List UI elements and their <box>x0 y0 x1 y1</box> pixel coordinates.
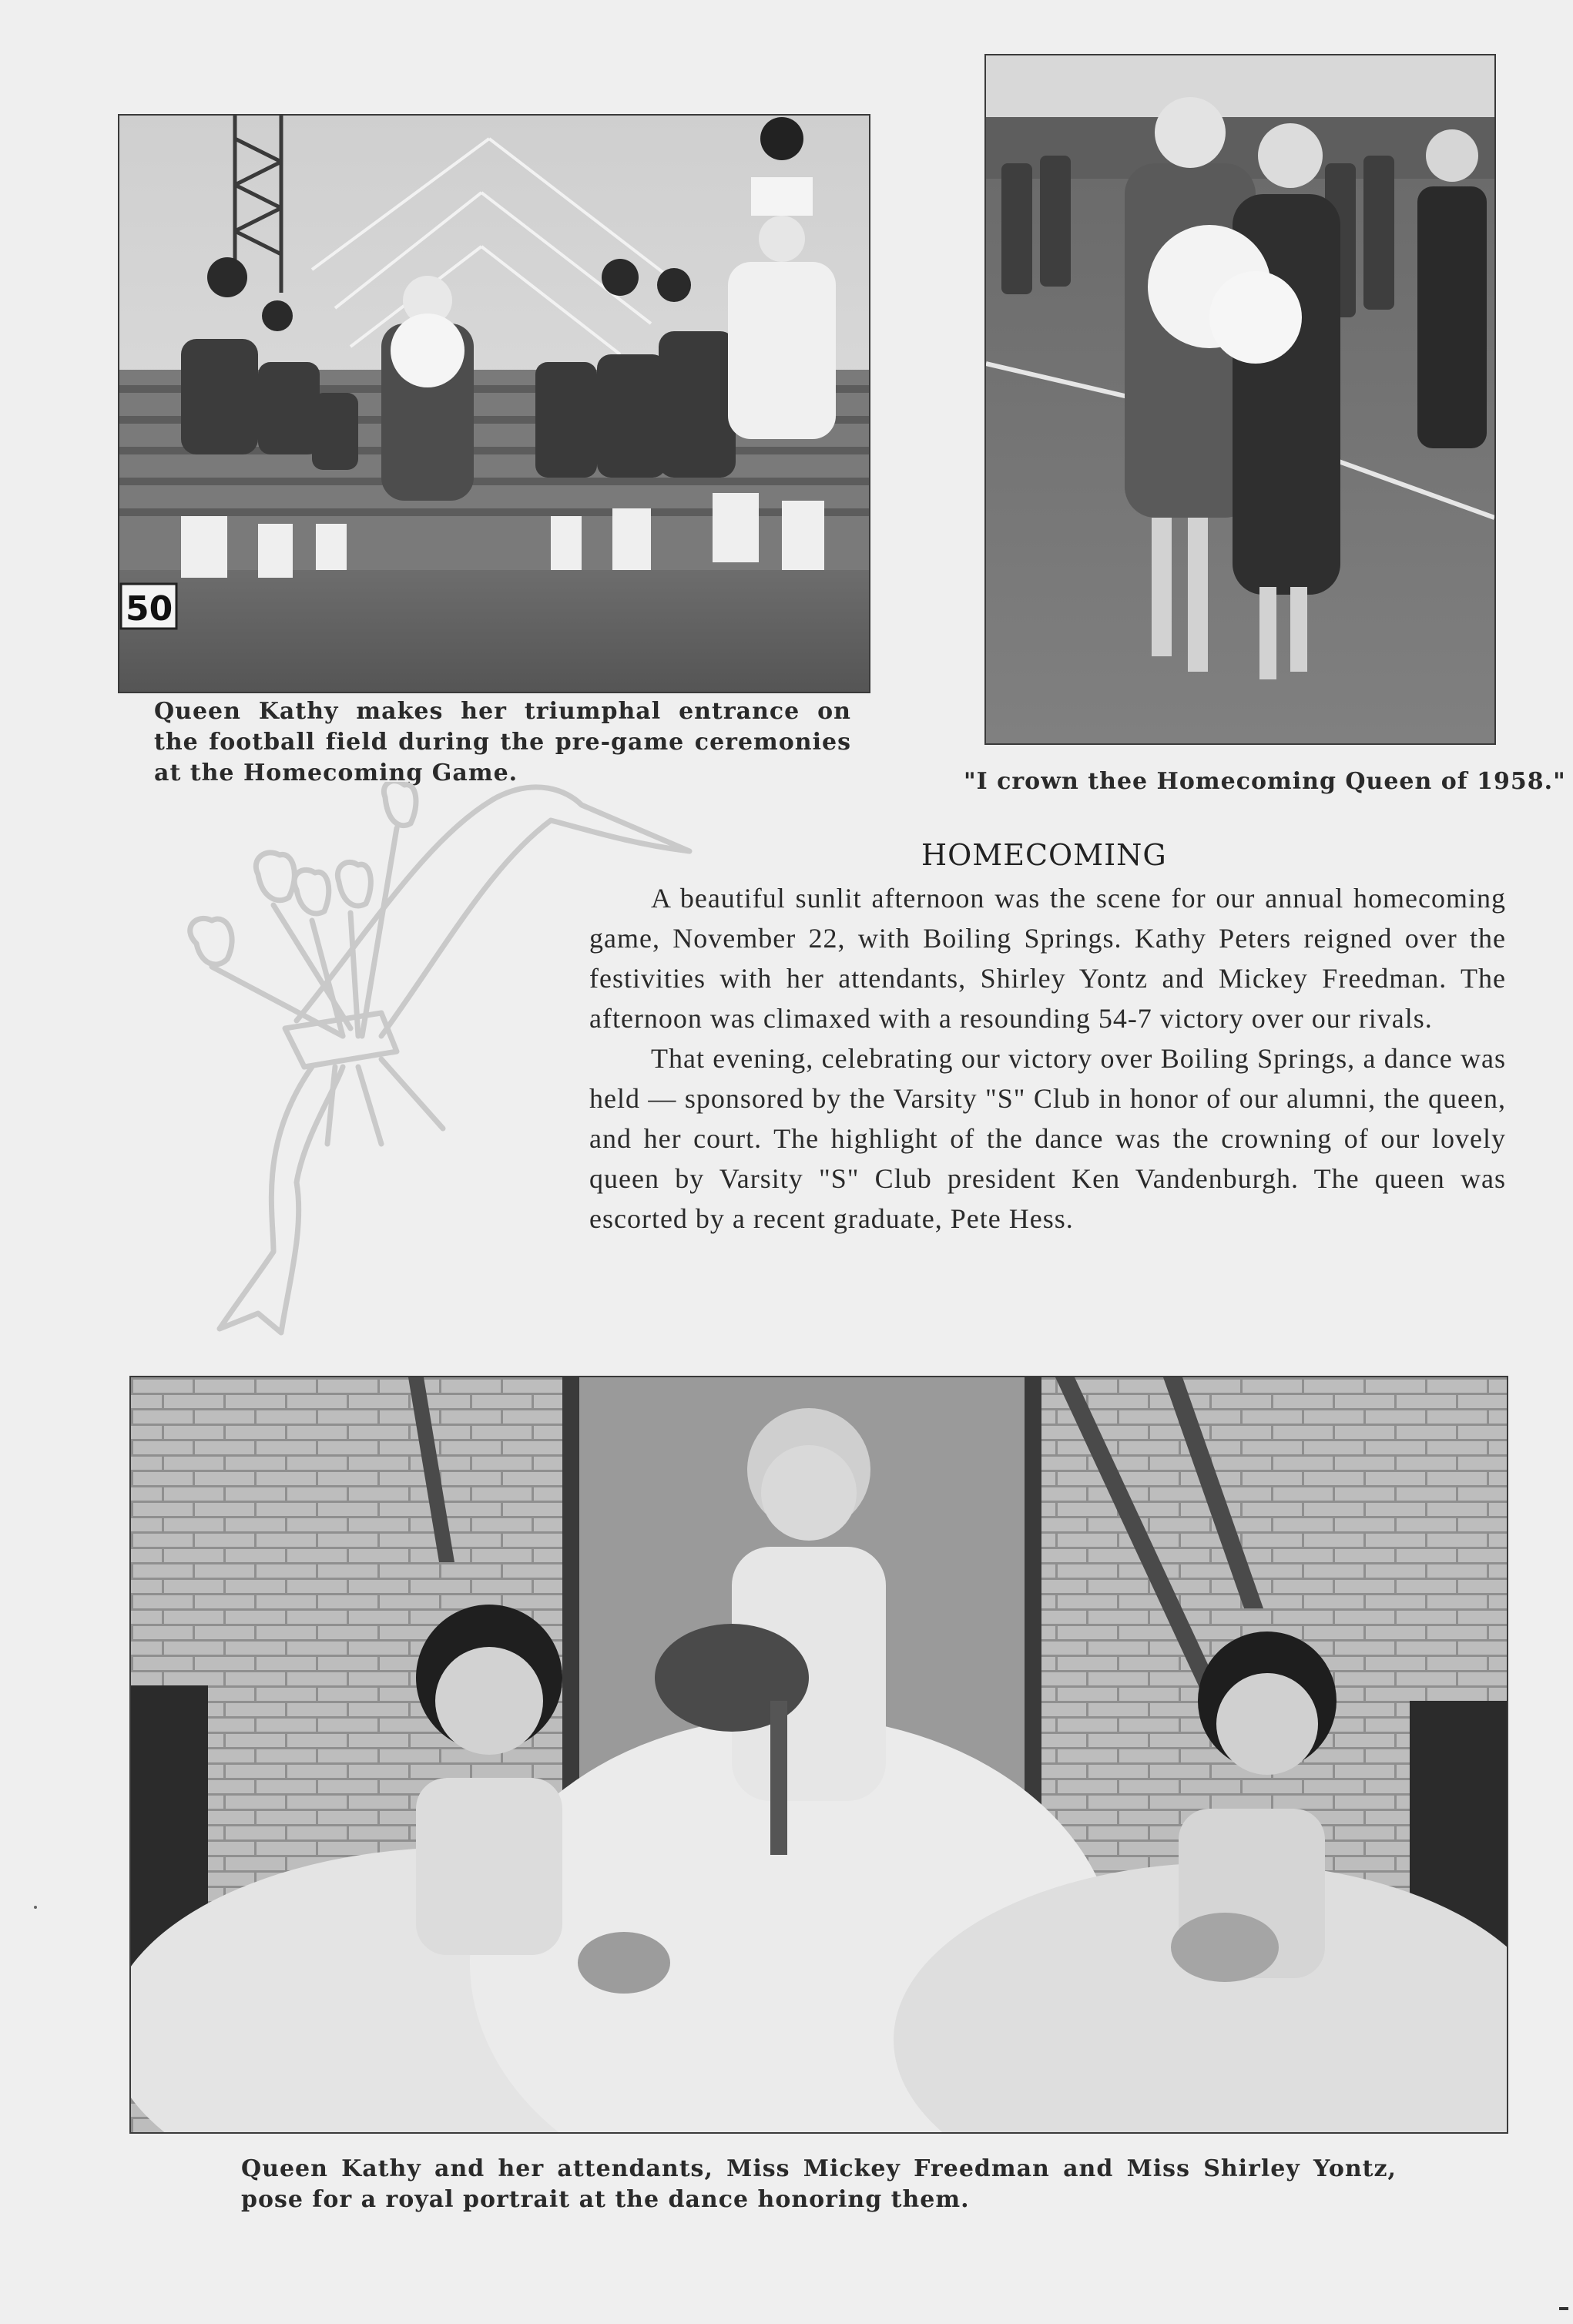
page-edge-mark <box>1559 2307 1568 2310</box>
story-paragraph: That evening, celebrating our victory over Boiling Springs, a dance was held — sponsored by the Varsity "S" Club in honor of our alumni, the queen, and her court. The highlight of the dance was the crowning of our lovely queen by Varsity "S" Club president Ken Vandenburgh. The queen was escorted by a recent graduate, Pete Hess. <box>589 1043 1506 1234</box>
portrait-photo <box>129 1376 1508 2134</box>
entrance-photo <box>118 114 870 693</box>
royal-portrait-photo <box>131 1377 1507 2132</box>
story-title: HOMECOMING <box>921 838 1167 872</box>
crowning-photo-caption: "I crown thee Homecoming Queen of 1958." <box>964 768 1566 795</box>
crowning-photo-image <box>986 55 1494 743</box>
crowning-photo <box>984 54 1496 745</box>
margin-speck <box>34 1906 37 1909</box>
story-body <box>589 878 1506 1239</box>
majorette-arch-photo <box>119 116 869 692</box>
story-paragraph: A beautiful sunlit afternoon was the scene for our annual homecoming game, November 22, with Boiling Springs. Kathy Peters reigned over the festivities with her attendants, Shirley Yontz and Mickey Freedman. The afternoon was climaxed with a resounding 54-7 victory over our rivals. <box>589 883 1506 1034</box>
yard-marker-label: 50 <box>126 589 173 629</box>
portrait-photo-caption: Queen Kathy and her attendants, Miss Mickey Freedman and Miss Shirley Yontz, pose for a royal portrait at the dance honoring them. <box>241 2155 1397 2213</box>
entrance-photo-caption: Queen Kathy makes her triumphal entrance on the football field during the pre-game ceremonies at the Homecoming Game. <box>154 698 851 786</box>
